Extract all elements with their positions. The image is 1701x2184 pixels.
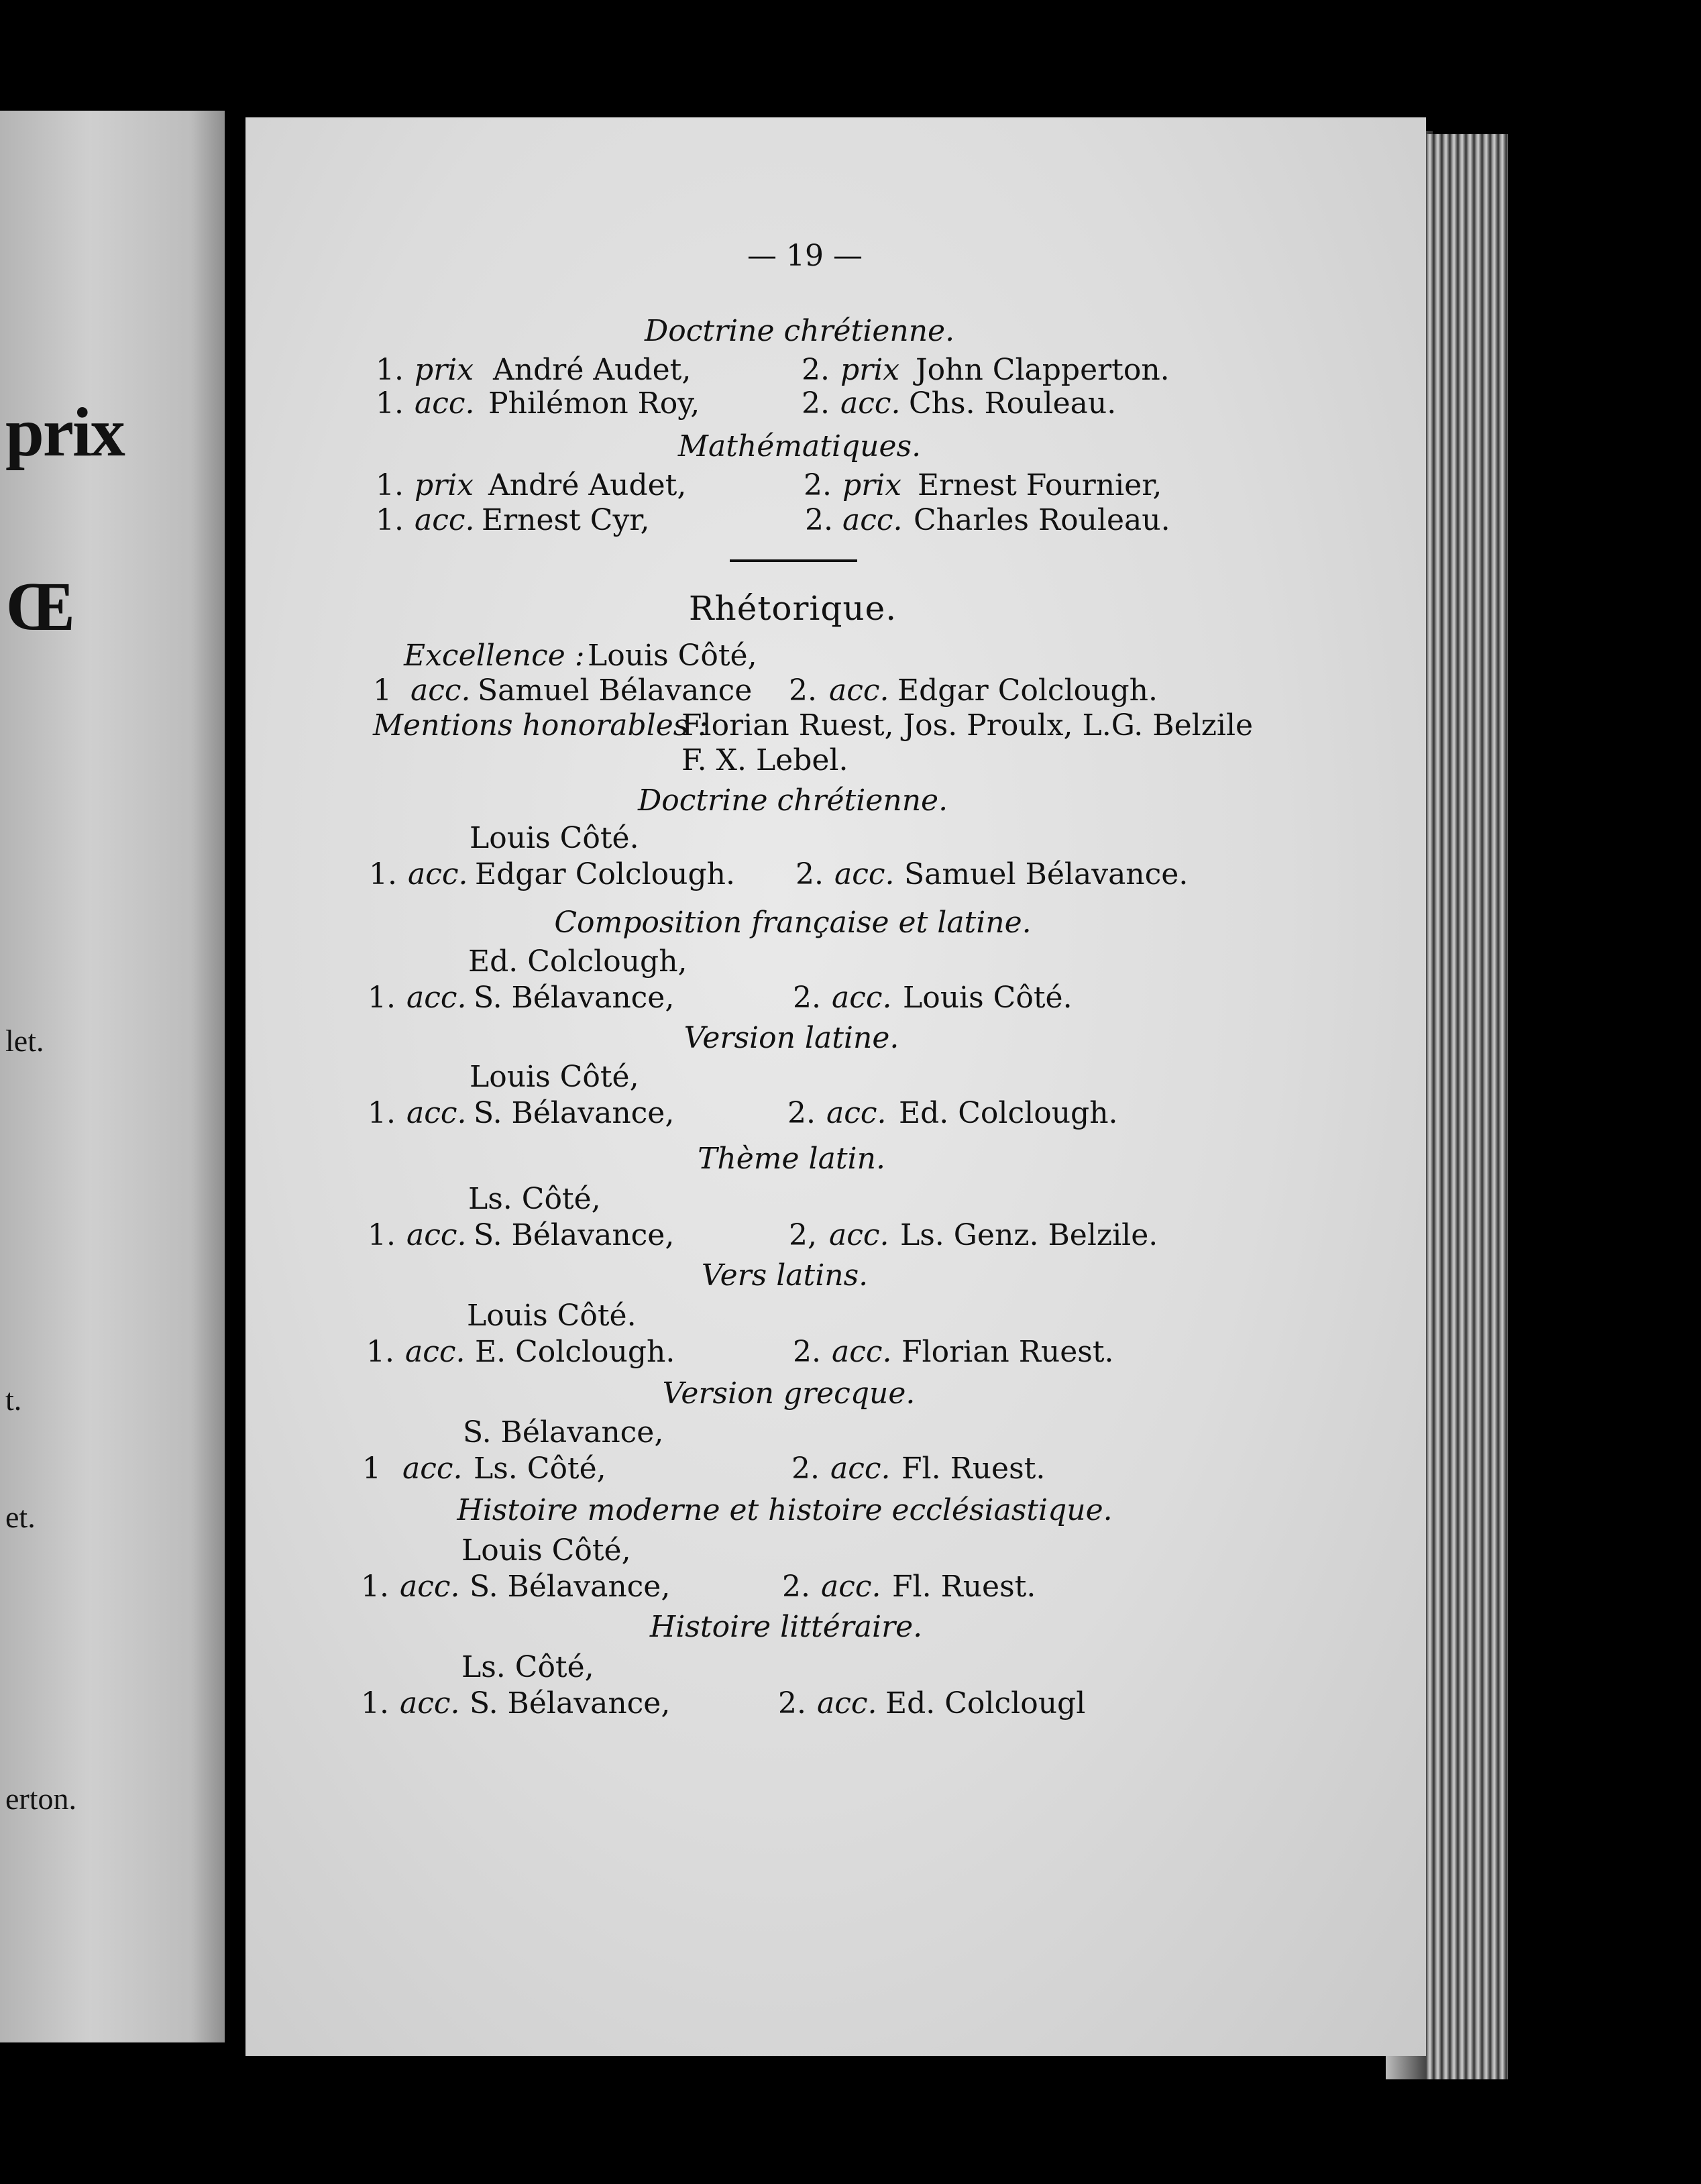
student-name: Ernest Fournier, [918, 468, 1162, 502]
student-name: Fl. Ruest. [892, 1570, 1036, 1604]
student-name: Fl. Ruest. [901, 1452, 1046, 1486]
student-name: Ls. Côté, [474, 1452, 606, 1486]
prize-type: acc. [406, 981, 467, 1015]
student-name: S. Bélavance, [474, 1096, 675, 1130]
rank-number: 1. [368, 981, 396, 1015]
rank-number: 2. [782, 1570, 810, 1604]
rank-number: 1. [361, 1686, 389, 1721]
rank-number: 1. [376, 468, 404, 502]
student-name: Ernest Cyr, [482, 503, 650, 537]
left-fragment: et. [5, 1500, 36, 1534]
rank-number: 1. [366, 1335, 394, 1369]
first-prize-winner: Ls. Côté, [461, 1650, 594, 1684]
left-fragment: t. [5, 1382, 22, 1417]
rank-number: 1. [376, 386, 404, 421]
prize-type: acc. [832, 1335, 892, 1369]
student-name: Florian Ruest. [901, 1335, 1114, 1369]
prize-type: acc. [402, 1452, 463, 1486]
rank-number: 2. [802, 353, 830, 387]
prize-type: acc. [829, 1218, 889, 1252]
student-name: S. Bélavance, [470, 1686, 671, 1721]
student-name: Ls. Genz. Belzile. [900, 1218, 1158, 1252]
rank-number: 2. [789, 673, 817, 708]
rank-number: 2. [802, 386, 830, 421]
rank-number: 1. [376, 503, 404, 537]
book-page-edges [1426, 134, 1508, 2079]
section-heading: Thème latin. [698, 1142, 885, 1176]
rank-number: 1. [376, 353, 404, 387]
student-name: Chs. Rouleau. [909, 386, 1117, 421]
prize-type: prix [415, 353, 474, 387]
prize-type: prix [842, 468, 902, 502]
student-name: Louis Côté, [588, 639, 757, 673]
student-name: S. Bélavance, [470, 1570, 671, 1604]
prize-type: acc. [405, 1335, 465, 1369]
mentions-label: Mentions honorables : [373, 708, 708, 743]
mentions-names: F. X. Lebel. [681, 743, 848, 777]
first-prize-winner: S. Bélavance, [463, 1415, 664, 1450]
prize-type: acc. [842, 503, 903, 537]
prize-type: acc. [817, 1686, 877, 1721]
first-prize-winner: Ed. Colclough, [468, 944, 688, 979]
section-heading: Vers latins. [701, 1258, 869, 1293]
section-heading: Mathématiques. [677, 429, 922, 463]
student-name: Samuel Bélavance [478, 673, 753, 708]
left-fragment: let. [5, 1024, 44, 1058]
student-name: Louis Côté. [903, 981, 1073, 1015]
section-heading: Version grecque. [662, 1376, 916, 1411]
student-name: Ed. Colclough. [899, 1096, 1118, 1130]
section-divider [730, 559, 857, 562]
first-prize-winner: Louis Côté. [467, 1299, 637, 1333]
excellence-label: Excellence : [404, 639, 585, 673]
first-prize-winner: Louis Côté, [470, 1060, 639, 1094]
student-name: S. Bélavance, [474, 981, 675, 1015]
left-page [0, 111, 225, 2042]
section-heading: Histoire littéraire. [649, 1610, 923, 1644]
first-prize-winner: Louis Côté. [470, 821, 639, 855]
rank-number: 2. [791, 1452, 820, 1486]
left-fragment: prix [5, 394, 124, 471]
page-number: — 19 — [747, 239, 863, 273]
rank-number: 2. [804, 468, 832, 502]
prize-type: acc. [400, 1686, 460, 1721]
mentions-names: Florian Ruest, Jos. Proulx, L.G. Belzile [681, 708, 1254, 743]
prize-type: prix [415, 468, 474, 502]
left-fragment: erton. [5, 1782, 77, 1816]
prize-type: acc. [826, 1096, 887, 1130]
class-title: Rhétorique. [688, 589, 897, 628]
rank-number: 2. [795, 857, 824, 891]
student-name: André Audet, [488, 468, 687, 502]
first-prize-winner: Ls. Côté, [468, 1182, 601, 1216]
rank-number: 1 [373, 673, 392, 708]
prize-type: acc. [840, 386, 901, 421]
rank-number: 1. [368, 1096, 396, 1130]
student-name: E. Colclough. [475, 1335, 675, 1369]
rank-number: 2, [789, 1218, 817, 1252]
prize-type: acc. [832, 981, 892, 1015]
student-name: André Audet, [493, 353, 692, 387]
prize-type: acc. [410, 673, 471, 708]
student-name: Samuel Bélavance. [904, 857, 1189, 891]
prize-type: prix [840, 353, 900, 387]
rank-number: 1. [361, 1570, 389, 1604]
rank-number: 1. [369, 857, 397, 891]
prize-type: acc. [406, 1218, 467, 1252]
section-heading: Histoire moderne et histoire ecclésiastique. [457, 1493, 1113, 1527]
student-name: Philémon Roy, [488, 386, 700, 421]
section-heading: Doctrine chrétienne. [644, 314, 955, 348]
student-name: John Clapperton. [916, 353, 1170, 387]
student-name: Charles Rouleau. [914, 503, 1170, 537]
rank-number: 1 [362, 1452, 381, 1486]
prize-type: acc. [415, 503, 475, 537]
rank-number: 2. [793, 981, 821, 1015]
student-name: Ed. Colclougl [885, 1686, 1086, 1721]
rank-number: 1. [368, 1218, 396, 1252]
section-heading: Doctrine chrétienne. [637, 783, 948, 818]
rank-number: 2. [778, 1686, 806, 1721]
student-name: S. Bélavance, [474, 1218, 675, 1252]
prize-type: acc. [830, 1452, 891, 1486]
prize-type: acc. [829, 673, 889, 708]
prize-type: acc. [821, 1570, 881, 1604]
prize-type: acc. [408, 857, 468, 891]
prize-type: acc. [400, 1570, 460, 1604]
rank-number: 2. [805, 503, 833, 537]
prize-type: acc. [834, 857, 895, 891]
section-heading: Composition française et latine. [554, 906, 1032, 940]
section-heading: Version latine. [683, 1021, 899, 1055]
rank-number: 2. [793, 1335, 821, 1369]
left-fragment: Œ [5, 568, 74, 645]
rank-number: 2. [787, 1096, 816, 1130]
first-prize-winner: Louis Côté, [461, 1533, 631, 1568]
prize-type: acc. [406, 1096, 467, 1130]
prize-type: acc. [415, 386, 475, 421]
student-name: Edgar Colclough. [897, 673, 1158, 708]
student-name: Edgar Colclough. [475, 857, 735, 891]
